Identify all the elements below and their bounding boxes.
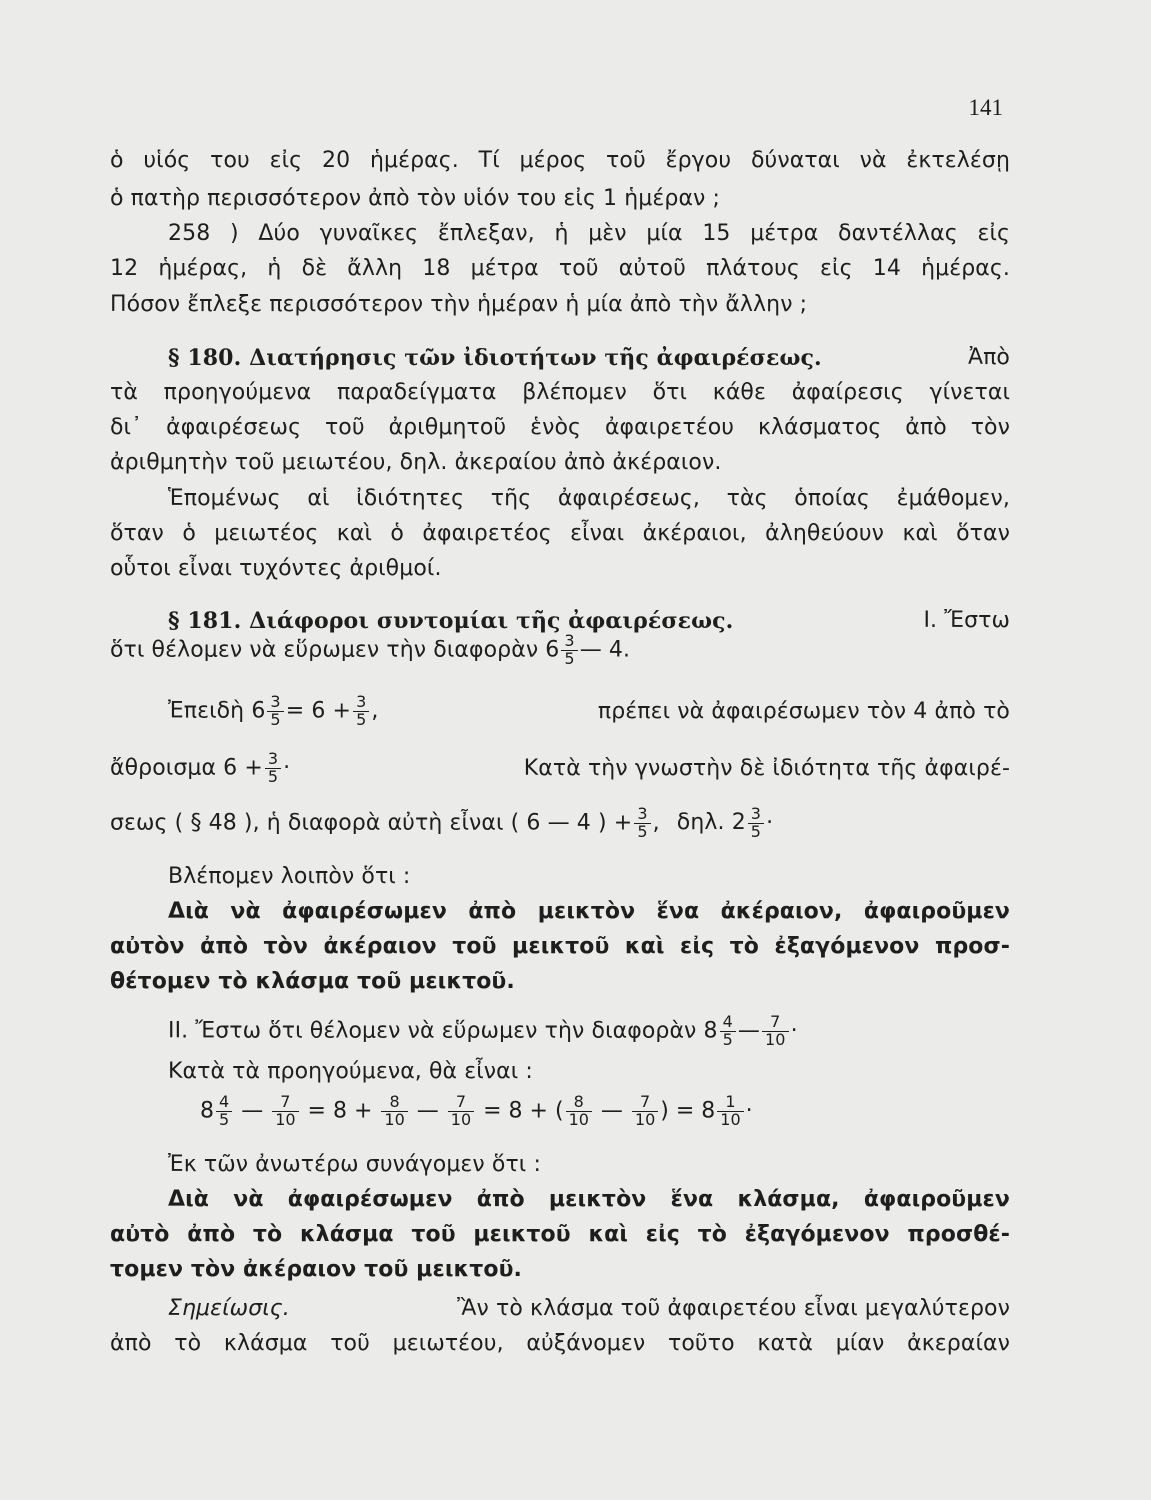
text-line: Κατὰ τὰ προηγούμενα, θὰ εἶναι : — [168, 1059, 533, 1084]
fraction-3-5: $\frac{3}{5}$ — [353, 694, 369, 729]
rule-1-line: αὐτὸν ἀπὸ τὸν ἀκέραιον τοῦ μεικτοῦ καὶ εἰς τὸ ἐξαγόμενον προσ- — [110, 934, 1010, 959]
fraction-1-10: $\frac{1}{10}$ — [717, 1094, 743, 1129]
page-number: 141 — [968, 95, 1003, 120]
text-line: Βλέπομεν λοιπὸν ὅτι : — [168, 864, 411, 889]
text-line: οὗτοι εἶναι τυχόντες ἀριθμοί. — [110, 556, 442, 581]
text-line: 12 ἡμέρας, ἡ δὲ ἄλλη 18 μέτρα τοῦ αὐτοῦ πλάτους εἰς 14 ἡμέρας. — [110, 256, 1010, 281]
section-181-heading — [168, 608, 1010, 634]
fraction-8-10: $\frac{8}{10}$ — [381, 1094, 407, 1129]
exercise-258: 258 ) Δύο γυναῖκες ἔπλεξαν, ἡ μὲν μία 15 μέτρα δαντέλλας εἰς — [168, 221, 1010, 246]
fraction-3-5: $\frac{3}{5}$ — [265, 751, 281, 786]
text-line: Ἐκ τῶν ἀνωτέρω συνάγομεν ὅτι : — [168, 1152, 541, 1177]
rule-1-line: θέτομεν τὸ κλάσμα τοῦ μεικτοῦ. — [110, 969, 515, 994]
note-line: Σημείωσις. Ἂν τὸ κλάσμα τοῦ ἀφαιρετέου εἶναι μεγαλύτερον — [168, 1296, 1010, 1321]
note-label: Σημείωσις. — [168, 1296, 290, 1321]
math-line: ἄθροισμα 6 + $\frac{3}{5}$ · Κατὰ τὴν γνωστὴν δὲ ἰδιότητα τῆς ἀφαιρέ- — [110, 749, 1010, 786]
math-line: Ἐπειδὴ 6 $\frac{3}{5}$ = 6 + $\frac{3}{5}$ , πρέπει νὰ ἀφαιρέσωμεν τὸν 4 ἀπὸ τὸ — [168, 692, 1010, 729]
text-line: δι᾽ ἀφαιρέσεως τοῦ ἀριθμητοῦ ἑνὸς ἀφαιρετέου κλάσματος ἀπὸ τὸν — [110, 415, 1010, 440]
fraction-8-10: $\frac{8}{10}$ — [566, 1094, 592, 1129]
text-line: ὁ υἱός του εἰς 20 ἡμέρας. Τί μέρος τοῦ ἔργου δύναται νὰ ἐκτελέσῃ — [110, 148, 1010, 173]
text-fragment: Ἀπὸ — [967, 345, 1010, 370]
math-line: ΙΙ. Ἔστω ὅτι θέλομεν νὰ εὕρωμεν τὴν διαφορὰν 8 $\frac{4}{5}$ — $\frac{7}{10}$ · — [168, 1012, 798, 1049]
section-180-title: § 180. Διατήρησις τῶν ἰδιοτήτων τῆς ἀφαιρέσεως. — [168, 345, 822, 371]
rule-2-line: αὐτὸ ἀπὸ τὸ κλάσμα τοῦ μεικτοῦ καὶ εἰς τὸ ἐξαγόμενον προσθέ- — [110, 1222, 1010, 1247]
text-line: ἀριθμητὴν τοῦ μειωτέου, δηλ. ἀκεραίου ἀπὸ ἀκέραιον. — [110, 450, 722, 475]
text-line: ὁ πατὴρ περισσότερον ἀπὸ τὸν υἱόν του εἰς 1 ἡμέραν ; — [110, 186, 721, 211]
math-line: σεως ( § 48 ), ἡ διαφορὰ αὐτὴ εἶναι ( 6 — 4 ) + $\frac{3}{5}$ , δηλ. 2 $\frac{3}{5}$ · — [110, 804, 774, 841]
fraction-7-10: $\frac{7}{10}$ — [448, 1094, 474, 1129]
text-fragment: Ι. Ἔστω — [923, 608, 1010, 633]
fraction-3-5: $\frac{3}{5}$ — [634, 806, 650, 841]
fraction-3-5: $\frac{3}{5}$ — [748, 806, 764, 841]
text-line: Πόσον ἔπλεξε περισσότερον τὴν ἡμέραν ἡ μία ἀπὸ τὴν ἄλλην ; — [110, 292, 808, 317]
rule-2-line: Διὰ νὰ ἀφαιρέσωμεν ἀπὸ μεικτὸν ἕνα κλάσμα, ἀφαιροῦμεν — [168, 1187, 1010, 1212]
math-line: ὅτι θέλομεν νὰ εὕρωμεν τὴν διαφορὰν 6 $\frac{3}{5}$ — 4. — [110, 631, 631, 668]
section-180-heading — [168, 345, 1010, 371]
text-line: ἀπὸ τὸ κλάσμα τοῦ μειωτέου, αὐξάνομεν τοῦτο κατὰ μίαν ἀκεραίαν — [110, 1331, 1010, 1356]
fraction-4-5: $\frac{4}{5}$ — [720, 1014, 736, 1049]
rule-2-line: τομεν τὸν ἀκέραιον τοῦ μεικτοῦ. — [110, 1257, 522, 1282]
fraction-3-5: $\frac{3}{5}$ — [561, 633, 577, 668]
text-line: τὰ προηγούμενα παραδείγματα βλέπομεν ὅτι κάθε ἀφαίρεσις γίνεται — [110, 380, 1010, 405]
fraction-7-10: $\frac{7}{10}$ — [762, 1014, 789, 1049]
rule-1-line: Διὰ νὰ ἀφαιρέσωμεν ἀπὸ μεικτὸν ἕνα ἀκέραιον, ἀφαιροῦμεν — [168, 899, 1010, 924]
fraction-3-5: $\frac{3}{5}$ — [267, 694, 283, 729]
fraction-7-10: $\frac{7}{10}$ — [632, 1094, 658, 1129]
section-181-title: § 181. Διάφοροι συντομίαι τῆς ἀφαιρέσεως. — [168, 608, 734, 634]
text-line: Ἑπομένως αἱ ἰδιότητες τῆς ἀφαιρέσεως, τὰς ὁποίας ἐμάθομεν, — [168, 486, 1010, 511]
equation: 8 $\frac{4}{5}$ — $\frac{7}{10}$ = 8 + $\frac{8}{10}$ — $\frac{7}{10}$ = 8 + ( $\frac{8}{10}$ — $\frac{7}{10}$ ) = 8 $\frac{1}{10}$ · — [200, 1092, 753, 1129]
fraction-4-5: $\frac{4}{5}$ — [216, 1094, 232, 1129]
fraction-7-10: $\frac{7}{10}$ — [272, 1094, 298, 1129]
text-line: ὅταν ὁ μειωτέος καὶ ὁ ἀφαιρετέος εἶναι ἀκέραιοι, ἀληθεύουν καὶ ὅταν — [110, 521, 1010, 546]
